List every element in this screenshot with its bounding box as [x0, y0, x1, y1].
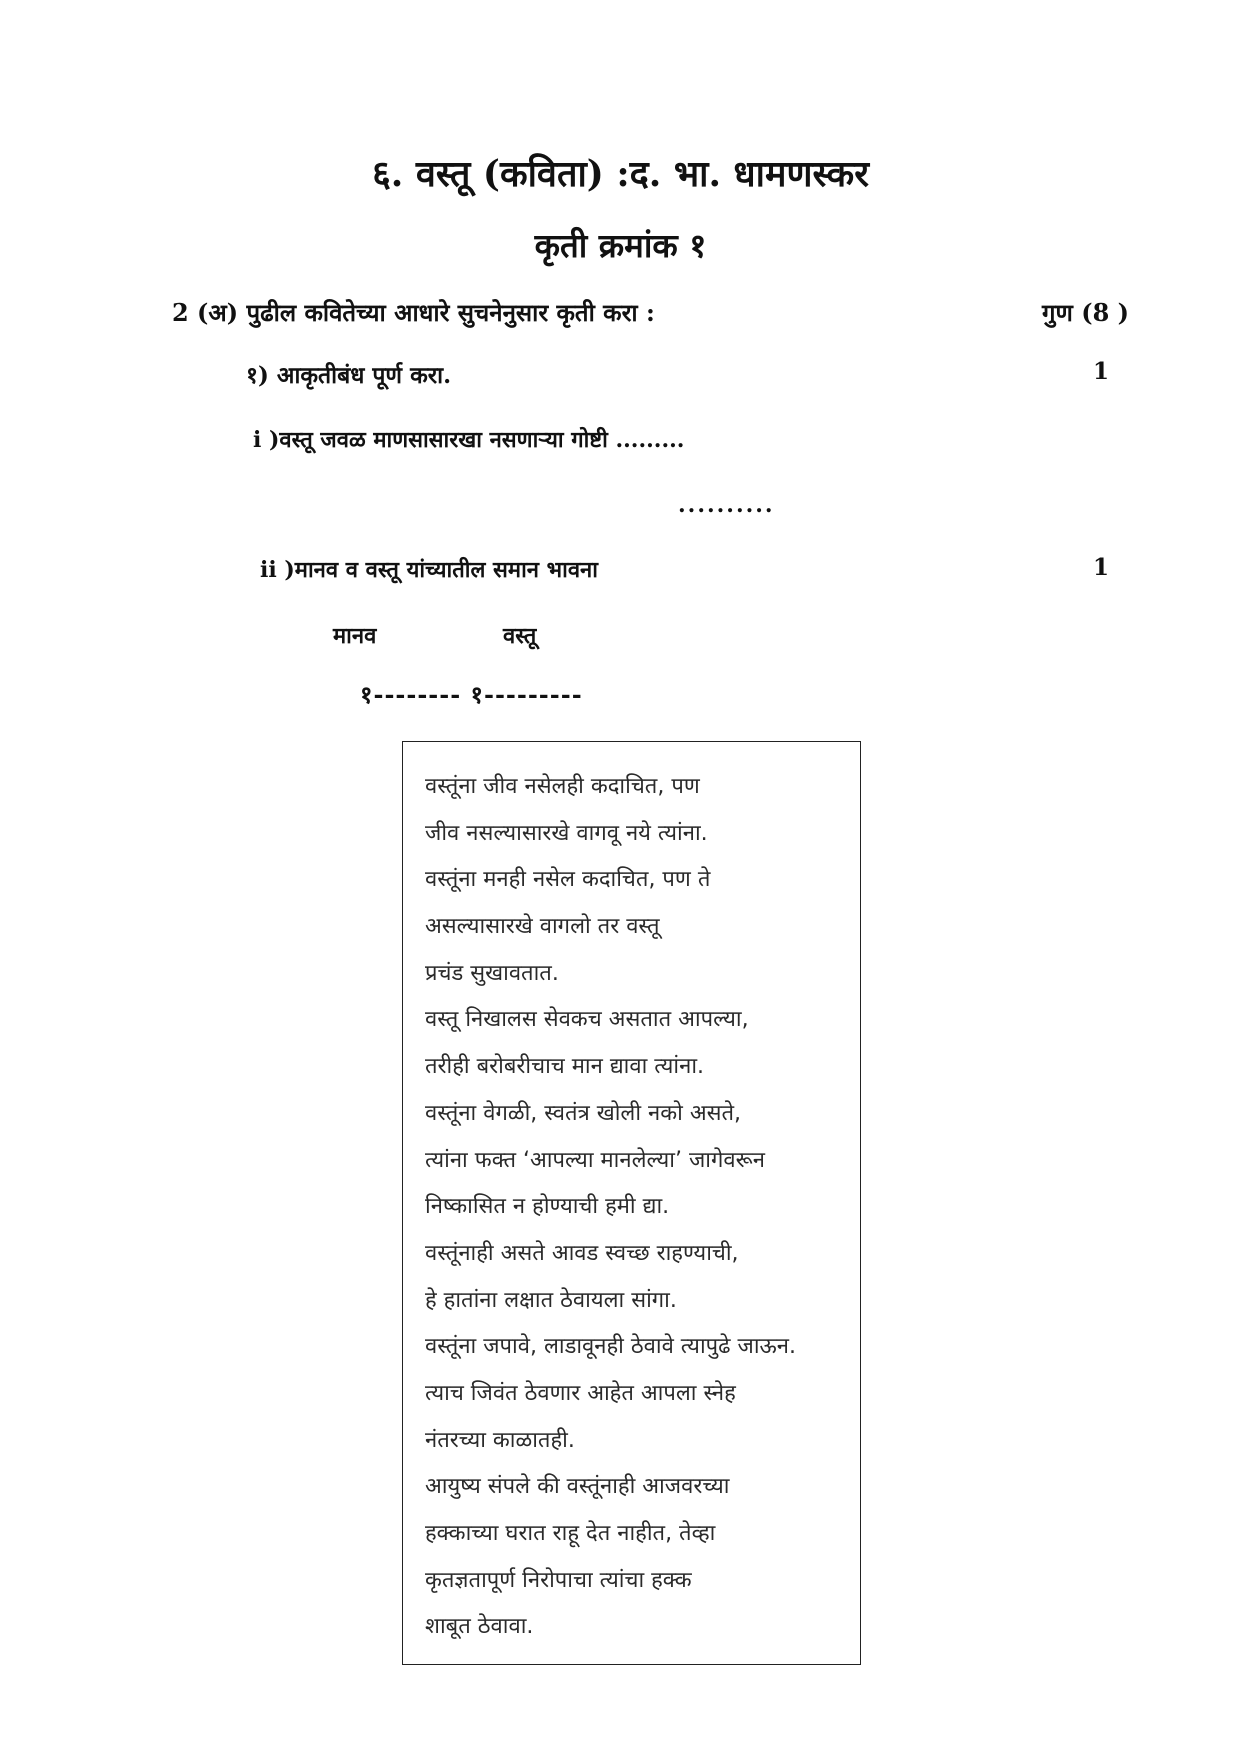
item-ii-text: ii )मानव व वस्तू यांच्यातील समान भावना — [260, 557, 598, 583]
item-ii-marks: 1 — [1093, 554, 1110, 581]
item-i-answer-dots: .......... — [678, 492, 775, 518]
poem-line: वस्तूंनाही असते आवड स्वच्छ राहण्याची, — [425, 1240, 739, 1266]
total-marks-label: गुण (8 ) — [1042, 298, 1129, 327]
subquestion-1-marks: 1 — [1093, 358, 1110, 385]
poem-line: आयुष्य संपले की वस्तूंनाही आजवरच्या — [425, 1474, 730, 1500]
poem-line: नंतरच्या काळातही. — [425, 1427, 575, 1453]
poem-line: असल्यासारखे वागलो तर वस्तू — [425, 914, 660, 940]
poem-box — [402, 741, 861, 1665]
poem-line: तरीही बरोबरीचाच मान द्यावा त्यांना. — [425, 1054, 705, 1080]
poem-line: त्यांना फक्त ‘आपल्या मानलेल्या’ जागेवरून — [425, 1147, 765, 1173]
answer-blank-line: १-------- १--------- — [360, 680, 583, 709]
page-title: ६. वस्तू (कविता) :द. भा. धामणस्कर — [372, 153, 869, 195]
poem-line: निष्कासित न होण्याची हमी द्या. — [425, 1194, 670, 1220]
column-vastu-label: वस्तू — [503, 623, 537, 649]
item-i-text: i )वस्तू जवळ माणसासारखा नसणाऱ्या गोष्टी ......... — [253, 427, 685, 453]
poem-line: हक्काच्या घरात राहू देत नाहीत, तेव्हा — [425, 1521, 716, 1546]
poem-line: जीव नसल्यासारखे वागवू नये त्यांना. — [425, 820, 708, 846]
poem-line: कृतज्ञतापूर्ण निरोपाचा त्यांचा हक्क — [425, 1567, 692, 1593]
poem-line: वस्तूंना वेगळी, स्वतंत्र खोली नको असते, — [425, 1100, 742, 1126]
question-main-label: 2 (अ) पुढील कवितेच्या आधारे सुचनेनुसार कृती करा : — [172, 298, 655, 327]
subquestion-1-label: १) आकृतीबंध पूर्ण करा. — [246, 362, 452, 389]
poem-lines — [425, 764, 796, 1651]
poem-line: वस्तूंना जपावे, लाडावूनही ठेवावे त्यापुढे जाऊन. — [425, 1334, 797, 1360]
poem-line: हे हातांना लक्षात ठेवायला सांगा. — [425, 1287, 677, 1313]
poem-line: वस्तूंना मनही नसेल कदाचित, पण ते — [425, 867, 711, 893]
poem-line: प्रचंड सुखावतात. — [425, 960, 559, 986]
poem-line: त्याच जिवंत ठेवणार आहेत आपला स्नेह — [425, 1380, 736, 1406]
poem-line: वस्तूंना जीव नसेलही कदाचित, पण — [425, 774, 700, 799]
column-manav-label: मानव — [333, 623, 377, 649]
poem-line: वस्तू निखालस सेवकच असतात आपल्या, — [425, 1007, 749, 1033]
poem-line: शाबूत ठेवावा. — [425, 1614, 534, 1640]
activity-number-heading: कृती क्रमांक १ — [534, 226, 707, 265]
